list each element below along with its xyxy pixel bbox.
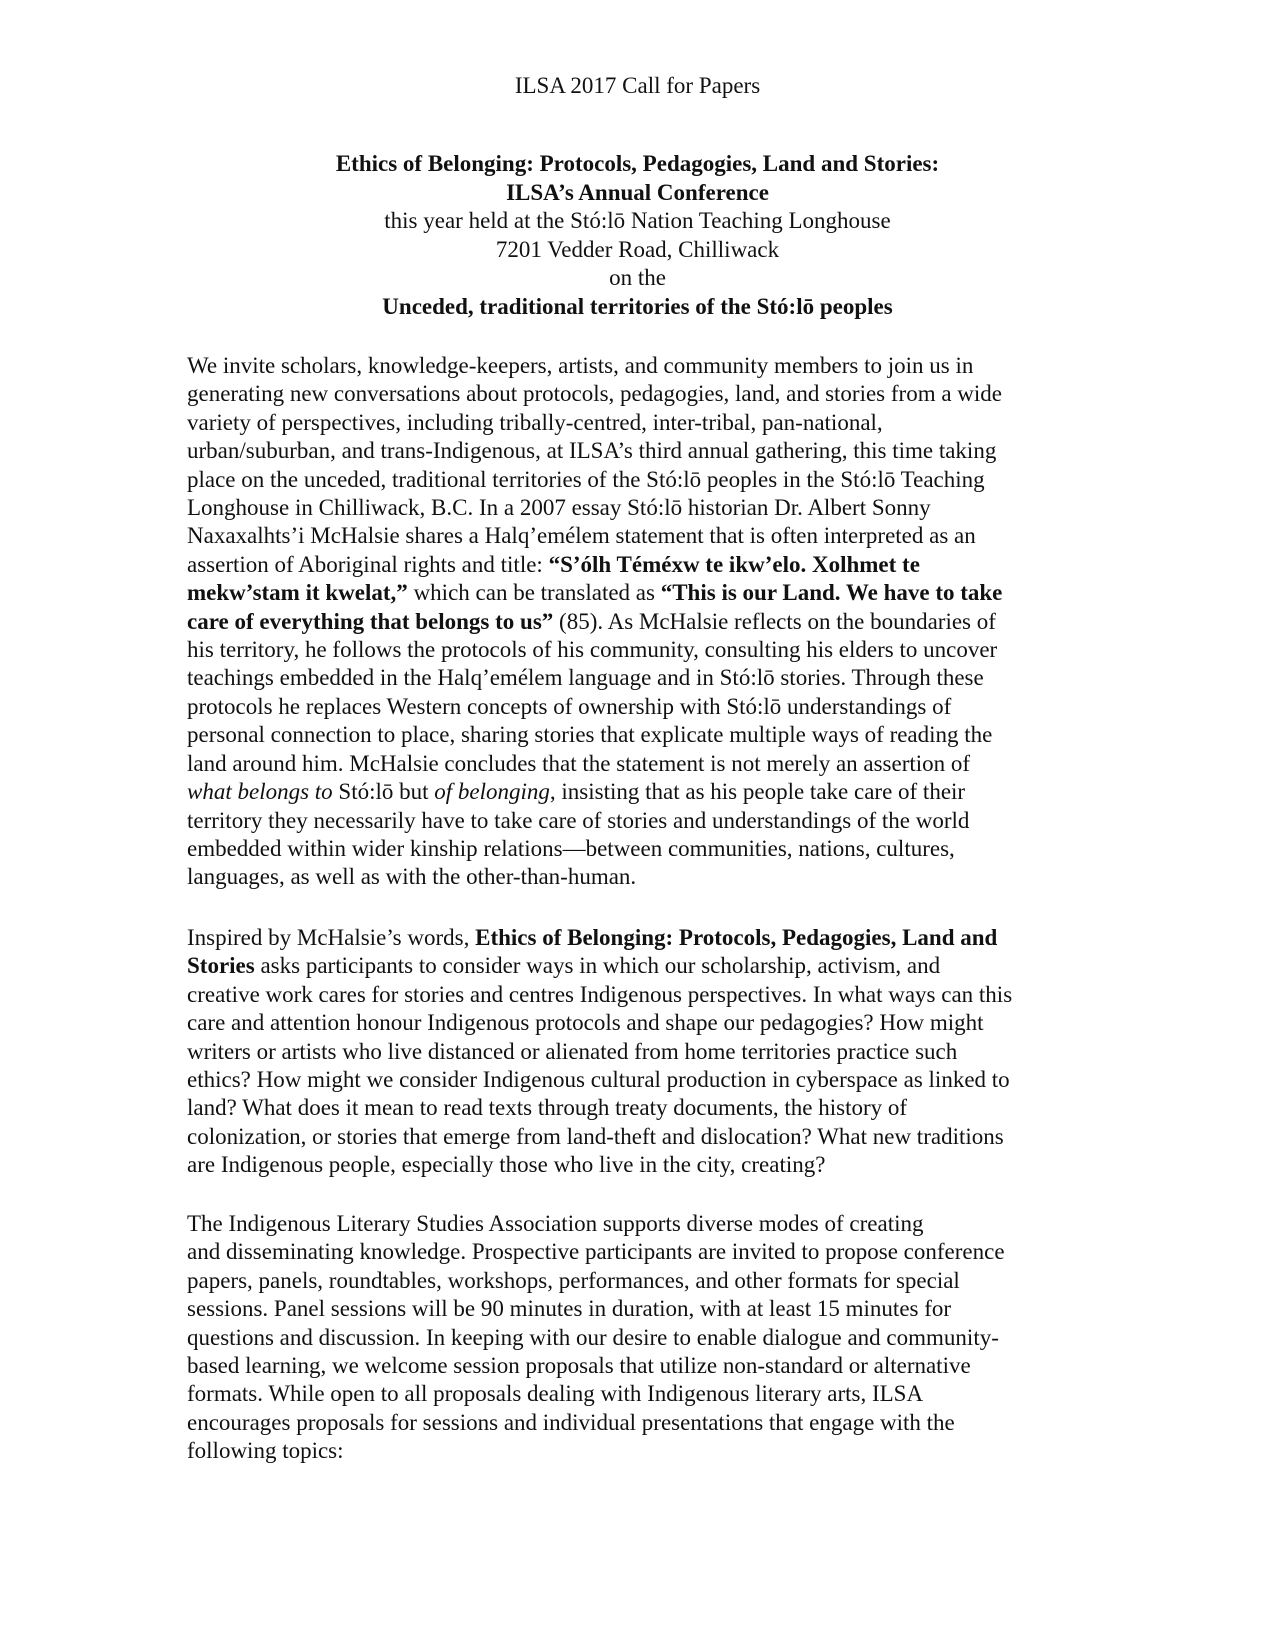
paragraph-line: colonization, or stories that emerge from land-theft and dislocation? What new traditions [187,1123,1004,1149]
emphasis: of belonging [434,779,550,805]
paragraph-line [187,551,1087,579]
paragraph-line: place on the unceded, traditional territories of the Stó:lō peoples in the Stó:lō Teaching [187,466,985,492]
paragraph-line: variety of perspectives, including tribally-centred, inter-tribal, pan-national, [187,409,883,435]
paragraph-line: personal connection to place, sharing stories that explicate multiple ways of reading the [187,722,993,748]
text-run: assertion of Aboriginal rights and title: [187,551,549,577]
paragraph-line: urban/suburban, and trans-Indigenous, at ILSA’s third annual gathering, this time taking [187,438,997,464]
paragraph-line: protocols he replaces Western concepts of ownership with Stó:lō understandings of [187,693,952,719]
paragraph-line: ethics? How might we consider Indigenous cultural production in cyberspace as linked to [187,1067,1010,1093]
text-run: (85). As McHalsie reflects on the boundaries of [553,608,996,634]
paragraph-line: Longhouse in Chilliwack, B.C. In a 2007 essay Stó:lō historian Dr. Albert Sonny [187,495,931,521]
paragraph-theme [187,924,1087,1180]
conference-heading [0,150,1275,321]
paragraph-line: sessions. Panel sessions will be 90 minutes in duration, with at least 15 minutes for [187,1296,952,1322]
paragraph-line: formats. While open to all proposals dealing with Indigenous literary arts, ILSA [187,1381,924,1407]
paragraph-line: questions and discussion. In keeping with our desire to enable dialogue and community- [187,1324,999,1350]
territory-line: Unceded, traditional territories of the Stó:lō peoples [382,293,893,319]
text-run: , insisting that as his people take care of their [549,779,966,805]
translation-quote: “This is our Land. We have to take [660,580,1003,606]
paragraph-invitation [187,352,1087,892]
conference-theme-inline: Ethics of Belonging: Protocols, Pedagogies, Land and [475,925,998,950]
paragraph-line [187,608,1087,636]
paragraph-line: his territory, he follows the protocols of his community, consulting his elders to uncover [187,637,998,663]
paragraph-line: land? What does it mean to read texts through treaty documents, the history of [187,1095,908,1121]
paragraph-line: land around him. McHalsie concludes that the statement is not merely an assertion of [187,750,971,776]
conference-name: ILSA’s Annual Conference [506,179,769,205]
paragraph-line [187,952,1087,980]
halqemelem-quote: “S’ólh Téméxw te ikw’elo. Xolhmet te [548,551,920,577]
translation-quote: care of everything that belongs to us” [187,608,554,634]
conference-theme-inline: Stories [187,953,255,979]
paragraph-line: creative work cares for stories and centres Indigenous perspectives. In what ways can this [187,981,1013,1007]
conference-theme: Ethics of Belonging: Protocols, Pedagogies, Land and Stories: [335,151,940,176]
paragraph-line: Naxaxalhts’i McHalsie shares a Halq’emélem statement that is often interpreted as an [187,523,976,549]
paragraph-line: The Indigenous Literary Studies Association supports diverse modes of creating [187,1211,924,1236]
paragraph-line: papers, panels, roundtables, workshops, performances, and other formats for special [187,1267,960,1293]
halqemelem-quote: mekw’stam it kwelat,” [187,580,408,606]
paragraph-line: generating new conversations about protocols, pedagogies, land, and stories from a wide [187,381,1002,407]
paragraph-line: are Indigenous people, especially those who live in the city, creating? [187,1152,826,1178]
paragraph-line: territory they necessarily have to take care of stories and understandings of the world [187,807,970,833]
on-the-line: on the [609,265,666,290]
paragraph-line: writers or artists who live distanced or alienated from home territories practice such [187,1038,958,1064]
address-line: 7201 Vedder Road, Chilliwack [495,236,780,262]
paragraph-line: encourages proposals for sessions and individual presentations that engage with the [187,1409,955,1435]
paragraph-line: embedded within wider kinship relations—between communities, nations, cultures, [187,835,955,861]
paragraph-line: care and attention honour Indigenous protocols and shape our pedagogies? How might [187,1010,984,1036]
venue-line: this year held at the Stó:lō Nation Teaching Longhouse [384,208,891,233]
emphasis: what belongs to [187,779,333,805]
text-run: Inspired by McHalsie’s words, [187,925,476,950]
document-title: ILSA 2017 Call for Papers [514,73,761,98]
text-run: Stó:lō but [332,779,435,805]
paragraph-line: and disseminating knowledge. Prospective participants are invited to propose conference [187,1239,1005,1265]
paragraph-line: following topics: [187,1438,344,1464]
paragraph-line [187,778,1087,806]
paragraph-submissions [187,1210,1087,1466]
paragraph-line: We invite scholars, knowledge-keepers, artists, and community members to join us in [187,353,974,378]
paragraph-line: teachings embedded in the Halq’emélem language and in Stó:lō stories. Through these [187,665,984,691]
text-run: asks participants to consider ways in which our scholarship, activism, and [254,953,941,979]
paragraph-line [187,579,1087,607]
paragraph-line: languages, as well as with the other-than-human. [187,864,637,890]
paragraph-line: based learning, we welcome session proposals that utilize non-standard or alternative [187,1353,971,1379]
paragraph-line [187,924,1087,952]
text-run: which can be translated as [407,580,661,606]
